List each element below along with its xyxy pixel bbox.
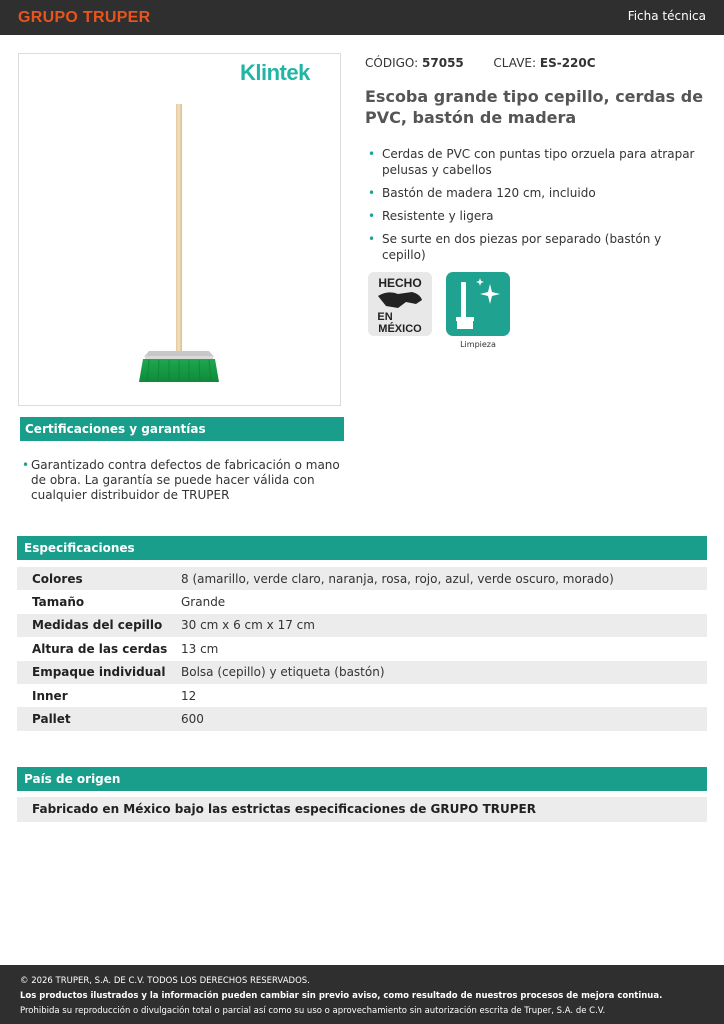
mexico-badge-line: EN — [377, 311, 393, 323]
spec-value: 600 — [181, 712, 204, 727]
feature-item: • Se surte en dos piezas por separado (bastón y cepillo) — [368, 231, 708, 263]
spec-value: 30 cm x 6 cm x 17 cm — [181, 618, 315, 633]
table-row — [17, 567, 707, 590]
feature-item: • Bastón de madera 120 cm, incluido — [368, 185, 708, 201]
spec-label: Tamaño — [32, 595, 85, 610]
feature-item: • Resistente y ligera — [368, 208, 708, 224]
table-row — [17, 637, 707, 660]
ficha-tecnica-label: Ficha técnica — [627, 9, 706, 23]
spec-label: Inner — [32, 688, 68, 703]
table-row — [17, 684, 707, 707]
footer — [0, 965, 724, 1024]
top-bar — [0, 0, 724, 35]
table-row — [17, 661, 707, 684]
spec-value: Grande — [181, 595, 226, 610]
spec-label: Medidas del cepillo — [32, 618, 163, 633]
spec-value: Bolsa (cepillo) y etiqueta (bastón) — [181, 665, 385, 680]
origin-header — [17, 767, 707, 791]
origin-text: Fabricado en México bajo las estrictas especificaciones de GRUPO TRUPER — [17, 797, 707, 822]
spec-label: Pallet — [32, 712, 71, 727]
product-title: Escoba grande tipo cepillo, cerdas de PVC, bastón de madera — [365, 87, 704, 127]
specs-table — [17, 567, 707, 731]
specs-header — [17, 536, 707, 560]
table-row — [17, 590, 707, 613]
spec-value: 13 cm — [181, 641, 219, 656]
table-row — [17, 707, 707, 730]
specs-heading: Especificaciones — [24, 541, 135, 555]
codigo-value: 57055 — [422, 56, 464, 70]
footer-legal: Prohibida su reproducción o divulgación total o parcial así como su uso o aprovechamiento sin autorización escrita de Truper, S.A. de C.V. — [20, 1006, 606, 1016]
certifications-header — [20, 417, 344, 441]
footer-copyright: © 2026 TRUPER, S.A. DE C.V. TODOS LOS DERECHOS RESERVADOS. — [20, 976, 310, 986]
feature-list — [368, 146, 708, 270]
hands-icon — [378, 292, 422, 308]
spec-label: Colores — [32, 571, 83, 586]
cleaning-badge-label: Limpieza — [460, 340, 496, 349]
table-row — [17, 614, 707, 637]
feature-item: • Cerdas de PVC con puntas tipo orzuela para atrapar pelusas y cabellos — [368, 146, 708, 178]
cleaning-icon — [446, 272, 510, 336]
clave-label: CLAVE: — [493, 56, 537, 70]
certifications-text: • Garantizado contra defectos de fabricación o mano de obra. La garantía se puede hacer válida con cualquier distribuidor de TRUPER — [22, 458, 342, 503]
spec-value: 8 (amarillo, verde claro, naranja, rosa, rojo, azul, verde oscuro, morado) — [181, 571, 614, 586]
footer-notice: Los productos ilustrados y la información pueden cambiar sin previo aviso, como resultado de nuestros procesos de mejora continua. — [20, 991, 663, 1001]
grupo-truper-logo: GRUPO TRUPER — [18, 9, 151, 26]
mexico-badge-line: MÉXICO — [378, 323, 422, 335]
certifications-heading: Certificaciones y garantías — [25, 422, 206, 436]
spec-value: 12 — [181, 688, 197, 703]
hecho-en-mexico-badge — [368, 272, 432, 336]
mexico-badge-line: HECHO — [378, 276, 422, 290]
spec-label: Altura de las cerdas — [32, 641, 168, 656]
spec-label: Empaque individual — [32, 665, 166, 680]
klintek-brand-logo: Klintek — [240, 60, 310, 85]
cleaning-category-badge — [446, 272, 510, 336]
origin-heading: País de origen — [24, 772, 121, 786]
clave-value: ES-220C — [539, 56, 596, 70]
broom-illustration — [19, 54, 342, 407]
product-codes — [365, 56, 596, 70]
codigo-label: CÓDIGO: — [365, 56, 419, 70]
product-image — [18, 53, 341, 406]
